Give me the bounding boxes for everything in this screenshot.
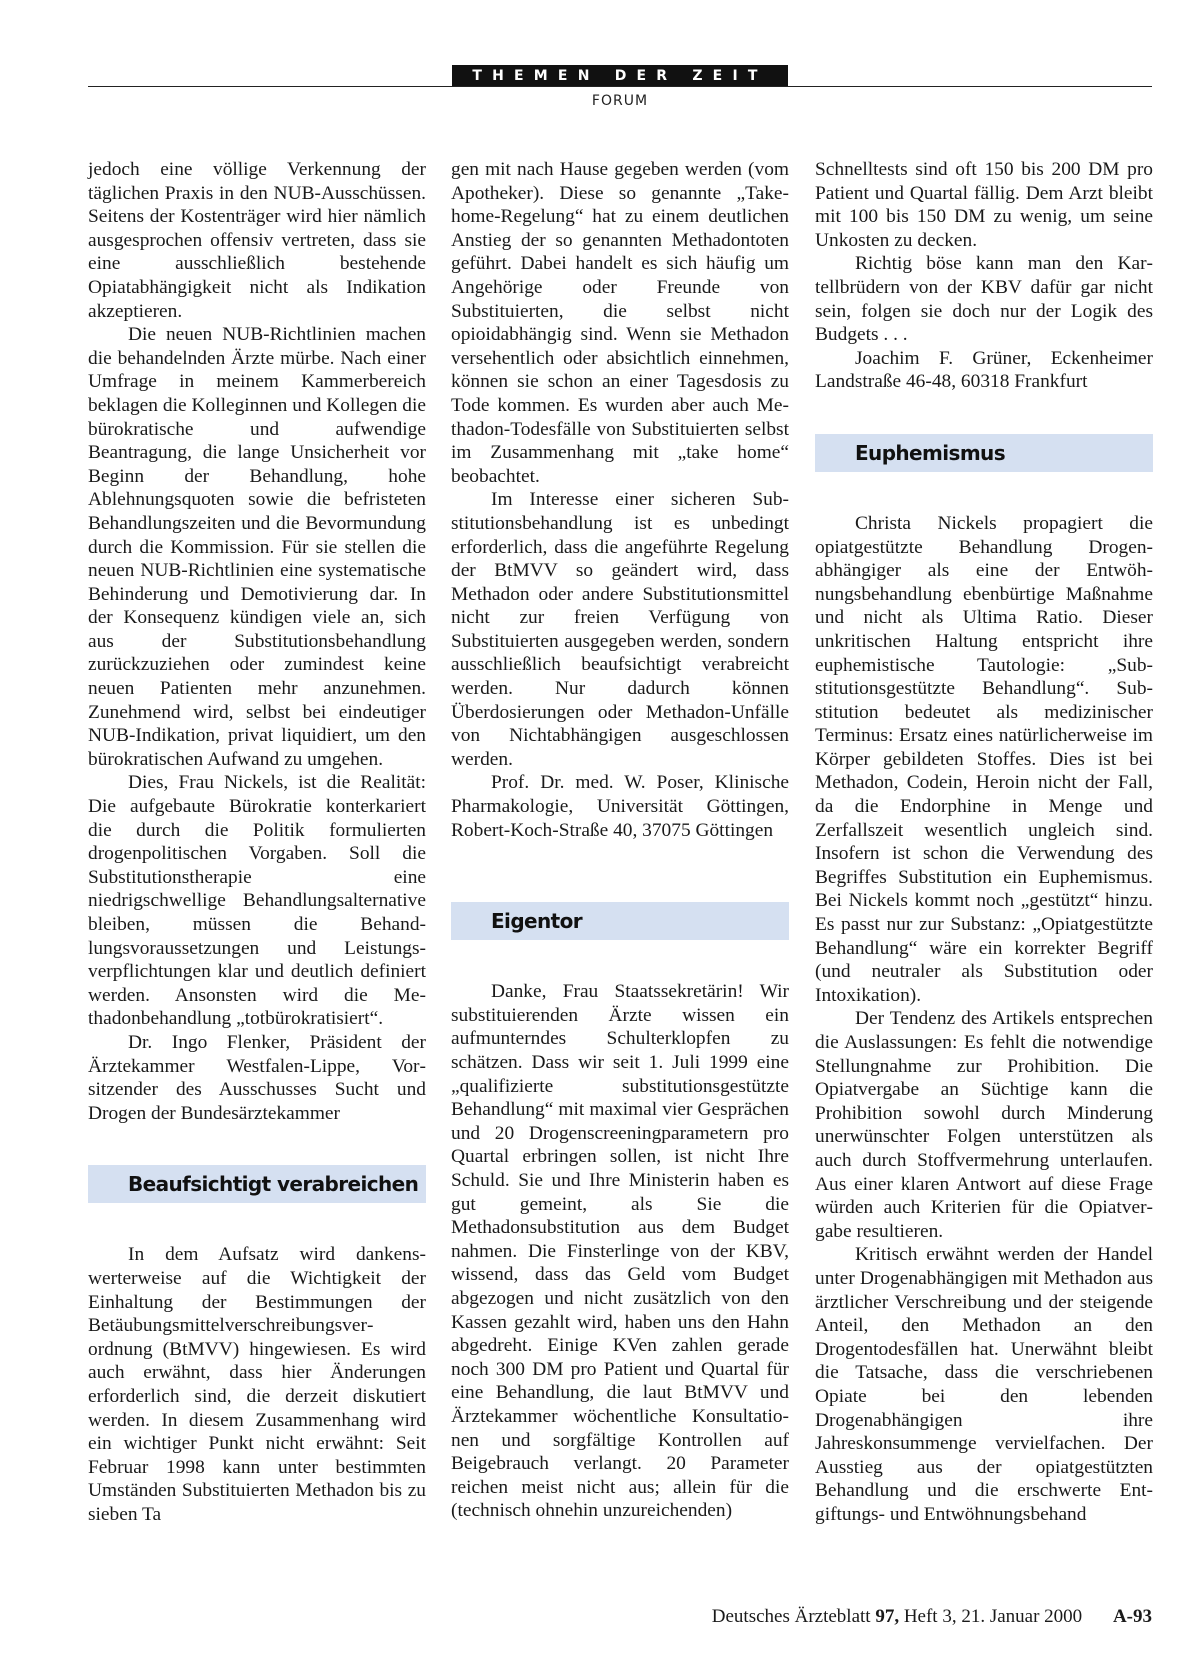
section-subtitle: FORUM xyxy=(591,93,649,109)
header-rule xyxy=(88,86,1152,87)
column-2 xyxy=(451,158,789,1523)
paragraph: Christa Nickels propagiert die opiatgestützte Behandlung Drogenabhängiger als eine der Entwöhnungsbehandlung ebenbürtige Maßnahme und nicht als Ultima Ratio. Dieser unkritischen Haltung entspricht ihre euphemistische Tautologie: „Substitutionsgestützte Behandlung“. Substitution bedeutet als medizinischer Terminus: Ersatz eines natürlicherweise im Körper gebildeten Stoffes. Dies ist bei Methadon, Codein, Heroin nicht der Fall, da die Endorphine in Menge und Zerfallszeit wesentlich ungleich sind. Insofern ist schon die Verwendung des Begriffes Substitution ein Euphemismus. Bei Nickels kommt noch „gestützt“ hinzu. Es passt nur zur Substanz: „Opiatgestützte Behandlung“ wäre ein korrekter Begriff (und neutraler als Substitution oder Intoxikation). xyxy=(815,512,1153,1006)
paragraph: Richtig böse kann man den Kartellbrüdern von der KBV dafür gar nicht sein, folgen sie doch nur der Logik des Budgets . . . xyxy=(815,253,1153,346)
author-signature: Joachim F. Grüner, Eckenheimer Landstraße 46-48, 60318 Frankfurt xyxy=(815,347,1153,393)
paragraph: In dem Aufsatz wird dankenswerterweise auf die Wichtigkeit der Einhaltung der Bestimmungen der Betäubungsmittelverschreibungsverordnung (BtMVV) hingewiesen. Es wird auch erwähnt, dass hier Änderungen erforderlich sind, die derzeit diskutiert werden. In diesem Zusammenhang wird ein wichtiger Punkt nicht erwähnt: Seit Februar 1998 kann unter bestimmten Umständen Substituierten Methadon bis zu sieben Ta xyxy=(88,1244,426,1525)
paragraph: gen mit nach Hause gegeben werden (vom Apotheker). Diese so genannte „Take-home-Regelung“ hat zu einem deutlichen Anstieg der so genannten Methadontoten geführt. Dabei handelt es sich häufig um Angehörige oder Freunde von Substituierten, die selbst nicht opioidabhängig sind. Wenn sie Methadon versehentlich oder absichtlich einnehmen, können sie schon an einer Tagesdosis zu Tode kommen. Es wurden aber auch Methadon-Todesfälle von Substituierten selbst im Zusammenhang mit „take home“ beobachtet. xyxy=(451,159,789,487)
paragraph: Der Tendenz des Artikels entsprechen die Auslassungen: Es fehlt die notwendige Stellungnahme zur Prohibition. Die Opiatvergabe an Süchtige kann die Prohibition sowohl durch Minderung unerwünschter Folgen unterstützen als auch durch Stoffvermehrung unterlaufen. Aus einer klaren Antwort auf diese Frage würden auch Kriterien für die Opiatvergabe resultieren. xyxy=(815,1008,1153,1242)
author-signature: Dr. Ingo Flenker, Präsident der Ärztekammer Westfalen-Lippe, Vorsitzender des Ausschusses Sucht und Drogen der Bundesärztekammer xyxy=(88,1031,426,1124)
article-heading: Euphemismus xyxy=(815,434,1153,472)
page-footer xyxy=(712,1606,1152,1628)
column-1 xyxy=(88,158,426,1526)
author-signature: Prof. Dr. med. W. Poser, Klinische Pharmakologie, Universität Göttingen, Robert-Koch-Straße 40, 37075 Göttingen xyxy=(451,772,789,841)
paragraph: Die neuen NUB-Richtlinien machen die behandelnden Ärzte mürbe. Nach einer Umfrage in meinem Kammerbereich beklagen die Kolleginnen und Kollegen die bürokratische und aufwendige Beantragung, die lange Unsicherheit vor Beginn der Behandlung, hohe Ablehnungsquoten sowie die befristeten Behandlungszeiten und die Bevormundung durch die Kommission. Für sie stellen die neuen NUB-Richtlinien eine systematische Behinderung und Demotivierung dar. In der Konsequenz kündigen viele an, sich aus der Substitutionsbehandlung zurückzuziehen oder zumindest keine neuen Patienten mehr anzunehmen. Zunehmend wird, selbst bei eindeutiger NUB-Indikation, privat liquidiert, um den bürokratischen Aufwand zu umgehen. xyxy=(88,324,426,770)
journal-name: Deutsches Ärzteblatt xyxy=(711,1606,871,1627)
paragraph: Danke, Frau Staatssekretärin! Wir substituierenden Ärzte wissen ein aufmunterndes Schulterklopfen zu schätzen. Dass wir seit 1. Juli 1999 eine „qualifizierte substitutionsgestützte Behandlung“ mit maximal vier Gesprächen und 20 Drogenscreeningparametern pro Quartal erbringen sollen, ist nicht Ihre Schuld. Sie und Ihre Ministerin haben es gut gemeint, als Sie die Methadonsubstitution aus dem Budget nahmen. Die Finsterlinge von der KBV, wissend, dass das Geld vom Budget abgezogen und nicht zusätzlich von den Kassen gezahlt wird, haben uns den Hahn abgedreht. Einige KVen zahlen gerade noch 300 DM pro Patient und Quartal für eine Behandlung, die laut BtMVV und Ärztekammer wöchentliche Konsultationen und sorgfältige Kontrollen auf Beigebrauch verlangt. 20 Parameter reichen meist nicht aus; allein für die (technisch ohnehin unzureichenden) xyxy=(451,981,789,1522)
section-title: THEMEN DER ZEIT xyxy=(452,65,788,87)
article-heading: Eigentor xyxy=(451,902,789,940)
paragraph: Schnelltests sind oft 150 bis 200 DM pro Patient und Quartal fällig. Dem Arzt bleibt mit 100 bis 150 DM zu wenig, um seine Unkosten zu decken. xyxy=(815,159,1153,251)
paragraph: Kritisch erwähnt werden der Handel unter Drogenabhängigen mit Methadon aus ärztlicher Verschreibung und der steigende Anteil, den Methadon an den Drogentodesfällen hat. Unerwähnt bleibt die Tatsache, dass die verschriebenen Opiate bei den lebenden Drogenabhängigen ihre Jahreskonsummenge vervielfachen. Der Ausstieg aus der opiatgestützten Behandlung und die erschwerte Entgiftungs- und Entwöhnungsbehand xyxy=(815,1244,1153,1525)
paragraph: jedoch eine völlige Verkennung der täglichen Praxis in den NUB-Ausschüssen. Seitens der Kostenträger wird hier nämlich ausgesprochen offensiv vertreten, dass sie eine ausschließlich bestehende Opiatabhängigkeit nicht als Indikation akzeptieren. xyxy=(88,159,426,322)
journal-issue: Heft 3, 21. Januar 2000 xyxy=(903,1606,1083,1627)
column-3 xyxy=(815,158,1153,1526)
paragraph: Dies, Frau Nickels, ist die Realität: Die aufgebaute Bürokratie konterkariert die durch die Politik formulierten drogenpolitischen Vorgaben. Soll die Substitutionstherapie eine niedrigschwellige Behandlungsalternative bleiben, müssen die Behandlungsvoraussetzungen und Leistungsverpflichtungen klar und deutlich definiert werden. Ansonsten wird die Methadonbehandlung „totbürokratisiert“. xyxy=(88,772,426,1030)
journal-volume: 97, xyxy=(875,1606,900,1627)
article-heading: Beaufsichtigt verabreichen xyxy=(88,1165,426,1203)
paragraph: Im Interesse einer sicheren Substitutionsbehandlung ist es unbedingt erforderlich, dass die angeführte Regelung der BtMVV so geändert wird, dass Methadon oder andere Substitutionsmittel nicht zur freien Verfügung von Substituierten ausgegeben werden, sondern ausschließlich beaufsichtigt verabreicht werden. Nur dadurch können Überdosierungen oder Methadon-Unfälle von Nichtabhängigen ausgeschlossen werden. xyxy=(451,489,789,770)
page-number: A-93 xyxy=(1112,1606,1152,1627)
